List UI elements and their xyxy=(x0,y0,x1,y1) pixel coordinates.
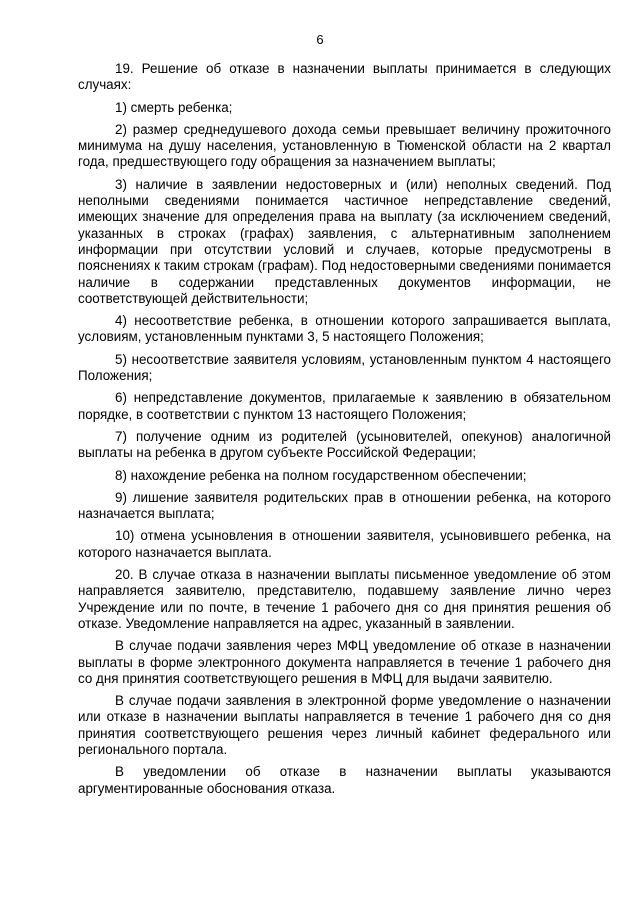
paragraph-20: 20. В случае отказа в назначении выплаты письменное уведомление об этом направляется заявителю, представителю, подавшему заявление лично через Учреждение или по почте, в течение 1 рабочего дня со дня принятия решения об отказе. Уведомление направляется на адрес, указанный в заявлении. xyxy=(78,567,611,631)
paragraph-20-electronic: В случае подачи заявления в электронной форме уведомление о назначении или отказе в назначении выплаты направляется в течение 1 рабочего дня со дня принятия соответствующего решения через личный кабинет федерального или регионального портала. xyxy=(78,693,611,757)
paragraph-20-justification: В уведомлении об отказе в назначении выплаты указываются аргументированные обоснования отказа. xyxy=(78,764,611,796)
paragraph-19-item-9: 9) лишение заявителя родительских прав в отношении ребенка, на которого назначается выплата; xyxy=(78,489,611,522)
paragraph-19-item-7: 7) получение одним из родителей (усыновителей, опекунов) аналогичной выплаты на ребенка в другом субъекте Российской Федерации; xyxy=(78,428,611,461)
paragraph-19-intro: 19. Решение об отказе в назначении выплаты принимается в следующих случаях: xyxy=(78,61,611,93)
paragraph-19-item-10: 10) отмена усыновления в отношении заявителя, усыновившего ребенка, на которого назначается выплата. xyxy=(78,528,611,560)
paragraph-19-item-5: 5) несоответствие заявителя условиям, установленным пунктом 4 настоящего Положения; xyxy=(78,351,611,384)
document-body xyxy=(78,61,611,803)
page-number: 6 xyxy=(316,32,324,47)
paragraph-19-item-8: 8) нахождение ребенка на полном государственном обеспечении; xyxy=(115,467,527,483)
paragraph-19-item-4: 4) несоответствие ребенка, в отношении которого запрашивается выплата, условиям, установленным пунктами 3, 5 настоящего Положения; xyxy=(78,313,611,345)
paragraph-20-mfc: В случае подачи заявления через МФЦ уведомление об отказе в назначении выплаты в форме электронного документа направляется в течение 1 рабочего дня со дня принятия соответствующего решения в МФЦ для выдачи заявителю. xyxy=(78,638,611,686)
paragraph-19-item-3: 3) наличие в заявлении недостоверных и (или) неполных сведений. Под неполными сведениями понимается частичное непредставление сведений, имеющих значение для определения права на выплату (за исключением сведений, указанных в строках (графах) заявления, с альтернативным заполнением информации при отсутствии условий и случаев, которые предусмотрены в пояснениях к таким строкам (графам). Под недостоверными сведениями понимается наличие в содержании представленных документов информации, не соответствующей действительности; xyxy=(78,176,611,306)
paragraph-19-item-6: 6) непредставление документов, прилагаемые к заявлению в обязательном порядке, в соответствии с пунктом 13 настоящего Положения; xyxy=(78,390,611,422)
paragraph-19-item-1: 1) смерть ребенка; xyxy=(115,99,233,115)
paragraph-19-item-2: 2) размер среднедушевого дохода семьи превышает величину прожиточного минимума на душу населения, установленную в Тюменской области на 2 квартал года, предшествующего году обращения за назначением выплаты; xyxy=(78,121,611,170)
